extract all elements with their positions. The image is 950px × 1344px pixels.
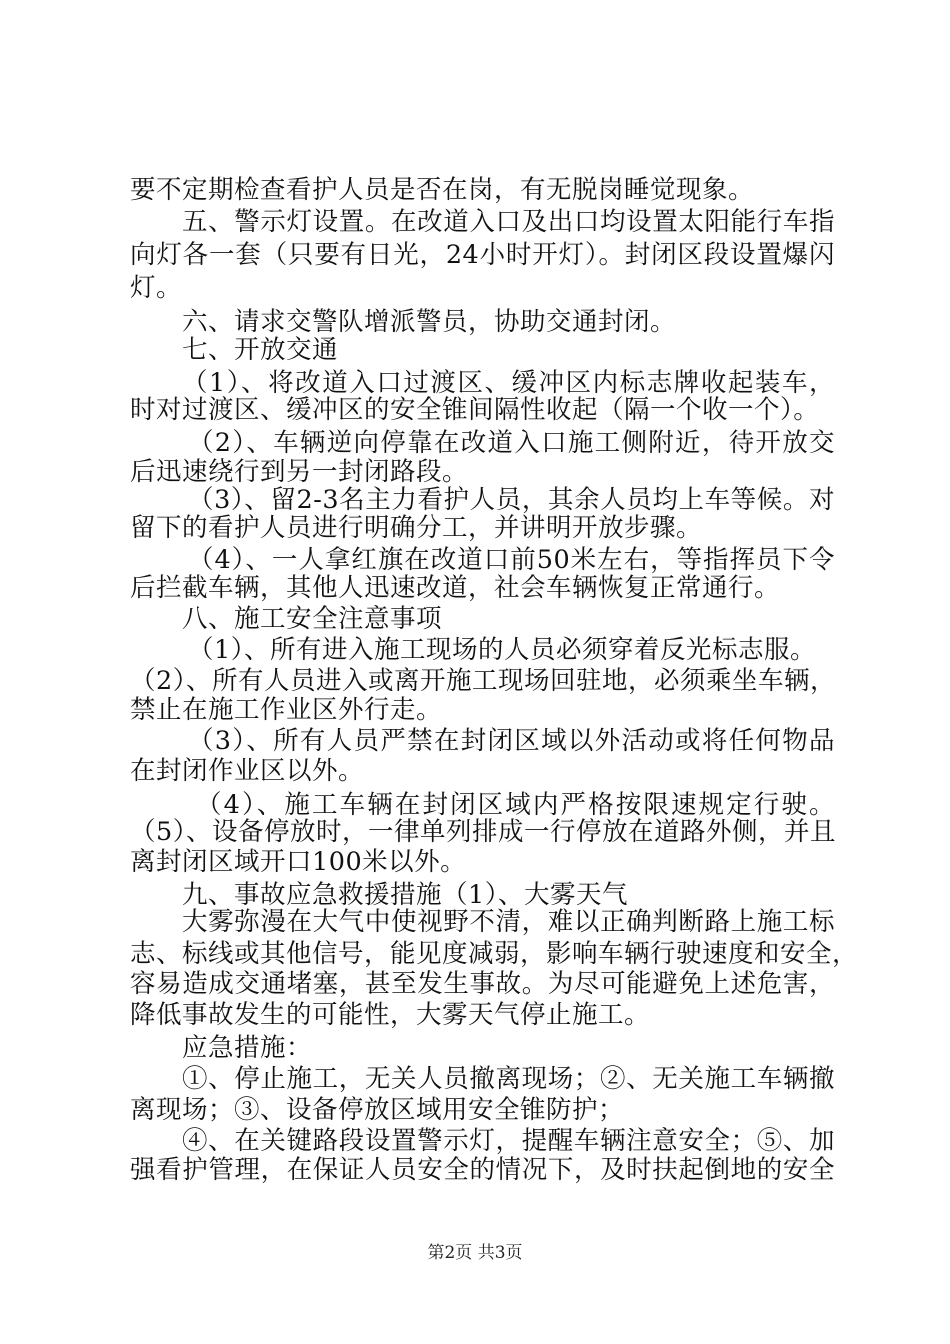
text-line-30: ①、停止施工，无关人员撤离现场；②、无关施工车辆撤: [182, 1064, 835, 1094]
text-line-8: 时对过渡区、缓冲区的安全锥间隔性收起（隔一个收一个）。: [130, 395, 820, 425]
text-line-18: 禁止在施工作业区外行走。: [130, 695, 443, 725]
text-line-31: 离现场；③、设备停放区域用安全锥防护；: [130, 1095, 625, 1125]
text-line-22: （5）、设备停放时，一律单列排成一行停放在道路外侧，并且: [130, 817, 836, 847]
text-line-15: 八、施工安全注意事项: [182, 604, 443, 634]
text-line-13: （4）、一人拿红旗在改道口前50米左右，等指挥员下令: [188, 545, 835, 575]
text-line-3: 向灯各一套（只要有日光，24小时开灯）。封闭区段设置爆闪: [130, 240, 835, 270]
text-line-24: 九、事故应急救援措施（1）、大雾天气: [182, 880, 628, 910]
text-line-21: （4）、施工车辆在封闭区域内严格按限速规定行驶。: [196, 790, 835, 820]
text-line-1: 要不定期检查看护人员是否在岗，有无脱岗睡觉现象。: [130, 175, 755, 205]
text-line-29: 应急措施：: [182, 1033, 313, 1063]
text-line-7: （1）、将改道入口过渡区、缓冲区内标志牌收起装车，: [182, 368, 835, 398]
text-line-23: 离封闭区域开口100米以外。: [130, 847, 467, 877]
text-line-4: 灯。: [130, 273, 183, 303]
text-line-27: 容易造成交通堵塞，甚至发生事故。为尽可能避免上述危害，: [130, 969, 835, 999]
text-line-14: 后拦截车辆，其他人迅速改道，社会车辆恢复正常通行。: [130, 573, 781, 603]
text-line-25: 大雾弥漫在大气中使视野不清，难以正确判断路上施工标: [182, 907, 835, 937]
text-line-33: 强看护管理，在保证人员安全的情况下，及时扶起倒地的安全: [130, 1155, 835, 1185]
text-line-5: 六、请求交警队增派警员，协助交通封闭。: [182, 307, 677, 337]
text-line-28: 降低事故发生的可能性，大雾天气停止施工。: [130, 1000, 651, 1030]
text-line-6: 七、开放交通: [182, 335, 339, 365]
text-line-20: 在封闭作业区以外。: [130, 756, 365, 786]
text-line-12: 留下的看护人员进行明确分工，并讲明开放步骤。: [130, 513, 703, 543]
text-line-10: 后迅速绕行到另一封闭路段。: [130, 457, 469, 487]
page-footer: 第2页 共3页: [427, 1243, 523, 1263]
text-line-26: 志、标线或其他信号，能见度减弱，影响车辆行驶速度和安全，: [130, 939, 859, 969]
text-line-17: （2）、所有人员进入或离开施工现场回驻地，必须乘坐车辆，: [130, 666, 836, 696]
text-line-9: （2）、车辆逆向停靠在改道入口施工侧附近，待开放交: [188, 428, 835, 458]
text-line-11: （3）、留2-3名主力看护人员，其余人员均上车等候。对: [188, 485, 835, 515]
text-line-19: （3）、所有人员严禁在封闭区域以外活动或将任何物品: [188, 726, 835, 756]
text-line-16: （1）、所有进入施工现场的人员必须穿着反光标志服。: [188, 635, 816, 665]
text-line-2: 五、警示灯设置。在改道入口及出口均设置太阳能行车指: [182, 207, 835, 237]
text-line-32: ④、在关键路段设置警示灯，提醒车辆注意安全；⑤、加: [182, 1126, 835, 1156]
